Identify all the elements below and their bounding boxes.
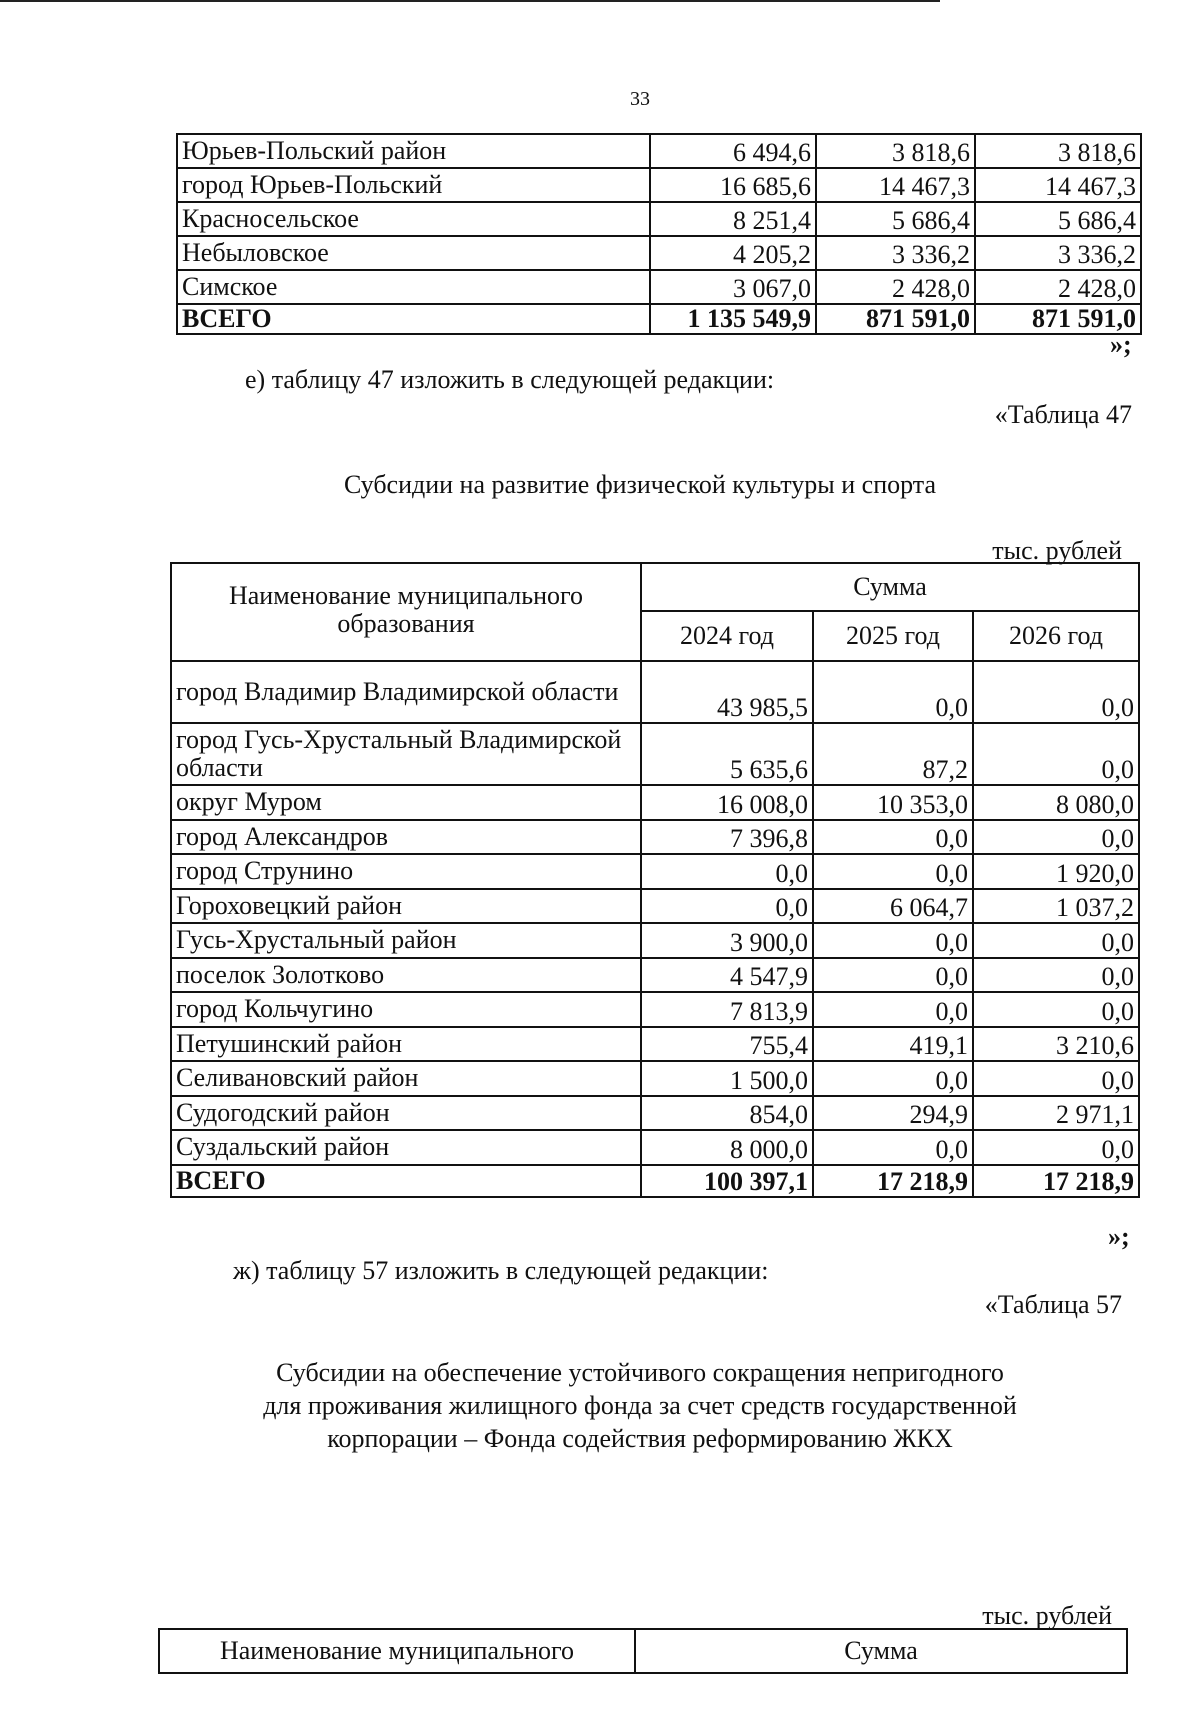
value-2026: 2 971,1 bbox=[973, 1096, 1139, 1131]
value-2024: 4 205,2 bbox=[650, 236, 816, 270]
value-2026: 0,0 bbox=[973, 992, 1139, 1027]
table-47-label: «Таблица 47 bbox=[994, 400, 1132, 429]
table-row bbox=[177, 236, 1141, 270]
value-2024: 1 500,0 bbox=[641, 1061, 813, 1096]
table-row bbox=[171, 1061, 1139, 1096]
value-2025: 14 467,3 bbox=[816, 168, 975, 202]
value-2025: 871 591,0 bbox=[816, 304, 975, 334]
value-2025: 2 428,0 bbox=[816, 270, 975, 304]
table-prev bbox=[176, 133, 1142, 335]
value-2025: 0,0 bbox=[813, 661, 973, 723]
value-2026: 0,0 bbox=[973, 820, 1139, 855]
municipality-name: ВСЕГО bbox=[177, 304, 650, 334]
table-row bbox=[177, 168, 1141, 202]
header-year-2026: 2026 год bbox=[973, 611, 1139, 661]
table-row bbox=[177, 134, 1141, 168]
municipality-name: город Струнино bbox=[171, 854, 641, 889]
value-2024: 854,0 bbox=[641, 1096, 813, 1131]
value-2024: 3 067,0 bbox=[650, 270, 816, 304]
table-row bbox=[171, 923, 1139, 958]
value-2024: 43 985,5 bbox=[641, 661, 813, 723]
value-2025: 0,0 bbox=[813, 1061, 973, 1096]
table-57-title-line: для проживания жилищного фонда за счет средств государственной bbox=[263, 1391, 1017, 1420]
value-2025: 0,0 bbox=[813, 992, 973, 1027]
value-2025: 0,0 bbox=[813, 923, 973, 958]
total-row bbox=[171, 1165, 1139, 1197]
top-rule bbox=[0, 0, 940, 2]
value-2026: 3 336,2 bbox=[975, 236, 1141, 270]
municipality-name: ВСЕГО bbox=[171, 1165, 641, 1197]
municipality-name: Юрьев-Польский район bbox=[177, 134, 650, 168]
value-2024: 3 900,0 bbox=[641, 923, 813, 958]
value-2026: 8 080,0 bbox=[973, 785, 1139, 820]
table-57-title bbox=[160, 1356, 1120, 1455]
value-2026: 0,0 bbox=[973, 1061, 1139, 1096]
value-2026: 5 686,4 bbox=[975, 202, 1141, 236]
table-row bbox=[171, 785, 1139, 820]
value-2026: 0,0 bbox=[973, 661, 1139, 723]
value-2024: 1 135 549,9 bbox=[650, 304, 816, 334]
municipality-name: поселок Золотково bbox=[171, 958, 641, 993]
table-57 bbox=[158, 1628, 1128, 1674]
value-2024: 100 397,1 bbox=[641, 1165, 813, 1197]
header-year-2024: 2024 год bbox=[641, 611, 813, 661]
municipality-name: город Гусь-Хрустальный Владимирской области bbox=[171, 723, 641, 785]
municipality-name: Гороховецкий район bbox=[171, 889, 641, 924]
value-2026: 0,0 bbox=[973, 958, 1139, 993]
value-2025: 419,1 bbox=[813, 1027, 973, 1062]
municipality-name: Красносельское bbox=[177, 202, 650, 236]
municipality-name: город Кольчугино bbox=[171, 992, 641, 1027]
table-row bbox=[177, 202, 1141, 236]
table-row bbox=[171, 820, 1139, 855]
header-year-2025: 2025 год bbox=[813, 611, 973, 661]
municipality-name: Суздальский район bbox=[171, 1130, 641, 1165]
instruction-table-57: ж) таблицу 57 изложить в следующей редакции: bbox=[233, 1256, 769, 1285]
instruction-table-47: е) таблицу 47 изложить в следующей редакции: bbox=[245, 365, 775, 394]
header-sum: Сумма bbox=[641, 563, 1139, 611]
value-2025: 10 353,0 bbox=[813, 785, 973, 820]
value-2026: 17 218,9 bbox=[973, 1165, 1139, 1197]
table-57-title-line: корпорации – Фонда содействия реформированию ЖКХ bbox=[327, 1424, 953, 1453]
table-prev-tail: »; bbox=[1110, 330, 1132, 359]
value-2024: 16 008,0 bbox=[641, 785, 813, 820]
table-47-tail: »; bbox=[1108, 1222, 1130, 1251]
municipality-name: Судогодский район bbox=[171, 1096, 641, 1131]
table-row bbox=[171, 854, 1139, 889]
value-2025: 0,0 bbox=[813, 1130, 973, 1165]
table-row bbox=[177, 270, 1141, 304]
value-2024: 6 494,6 bbox=[650, 134, 816, 168]
table-57-title-line: Субсидии на обеспечение устойчивого сокращения непригодного bbox=[276, 1358, 1004, 1387]
value-2024: 8 251,4 bbox=[650, 202, 816, 236]
value-2025: 17 218,9 bbox=[813, 1165, 973, 1197]
municipality-name: Небыловское bbox=[177, 236, 650, 270]
total-row bbox=[177, 304, 1141, 334]
value-2025: 0,0 bbox=[813, 854, 973, 889]
value-2024: 5 635,6 bbox=[641, 723, 813, 785]
header-name-col: Наименование муниципального образования bbox=[171, 563, 641, 661]
t57-header-sum: Сумма bbox=[635, 1629, 1127, 1673]
table-row bbox=[171, 1096, 1139, 1131]
table-57-units: тыс. рублей bbox=[982, 1601, 1112, 1630]
value-2024: 0,0 bbox=[641, 889, 813, 924]
value-2024: 755,4 bbox=[641, 1027, 813, 1062]
value-2026: 0,0 bbox=[973, 723, 1139, 785]
value-2025: 0,0 bbox=[813, 820, 973, 855]
municipality-name: округ Муром bbox=[171, 785, 641, 820]
value-2025: 87,2 bbox=[813, 723, 973, 785]
municipality-name: город Юрьев-Польский bbox=[177, 168, 650, 202]
value-2025: 3 818,6 bbox=[816, 134, 975, 168]
t57-header-name-col: Наименование муниципального bbox=[159, 1629, 635, 1673]
value-2024: 0,0 bbox=[641, 854, 813, 889]
value-2025: 3 336,2 bbox=[816, 236, 975, 270]
table-47-title: Субсидии на развитие физической культуры и спорта bbox=[343, 470, 937, 499]
page-number: 33 bbox=[630, 88, 650, 110]
value-2026: 14 467,3 bbox=[975, 168, 1141, 202]
municipality-name: город Владимир Владимирской области bbox=[171, 661, 641, 723]
value-2025: 294,9 bbox=[813, 1096, 973, 1131]
value-2025: 5 686,4 bbox=[816, 202, 975, 236]
municipality-name: Симское bbox=[177, 270, 650, 304]
table-row bbox=[171, 1130, 1139, 1165]
table-47-units: тыс. рублей bbox=[992, 536, 1122, 565]
table-row bbox=[171, 1027, 1139, 1062]
value-2025: 0,0 bbox=[813, 958, 973, 993]
value-2024: 7 396,8 bbox=[641, 820, 813, 855]
value-2026: 0,0 bbox=[973, 923, 1139, 958]
value-2025: 6 064,7 bbox=[813, 889, 973, 924]
value-2026: 1 037,2 bbox=[973, 889, 1139, 924]
value-2026: 3 818,6 bbox=[975, 134, 1141, 168]
table-row bbox=[171, 992, 1139, 1027]
table-row bbox=[171, 889, 1139, 924]
value-2024: 7 813,9 bbox=[641, 992, 813, 1027]
value-2026: 1 920,0 bbox=[973, 854, 1139, 889]
table-57-label: «Таблица 57 bbox=[984, 1290, 1122, 1319]
value-2026: 0,0 bbox=[973, 1130, 1139, 1165]
value-2024: 8 000,0 bbox=[641, 1130, 813, 1165]
value-2026: 871 591,0 bbox=[975, 304, 1141, 334]
value-2024: 4 547,9 bbox=[641, 958, 813, 993]
value-2026: 3 210,6 bbox=[973, 1027, 1139, 1062]
table-row bbox=[171, 661, 1139, 723]
table-row bbox=[171, 958, 1139, 993]
value-2026: 2 428,0 bbox=[975, 270, 1141, 304]
municipality-name: Петушинский район bbox=[171, 1027, 641, 1062]
municipality-name: Гусь-Хрустальный район bbox=[171, 923, 641, 958]
table-row bbox=[171, 723, 1139, 785]
value-2024: 16 685,6 bbox=[650, 168, 816, 202]
municipality-name: город Александров bbox=[171, 820, 641, 855]
municipality-name: Селивановский район bbox=[171, 1061, 641, 1096]
table-47 bbox=[170, 562, 1140, 1198]
